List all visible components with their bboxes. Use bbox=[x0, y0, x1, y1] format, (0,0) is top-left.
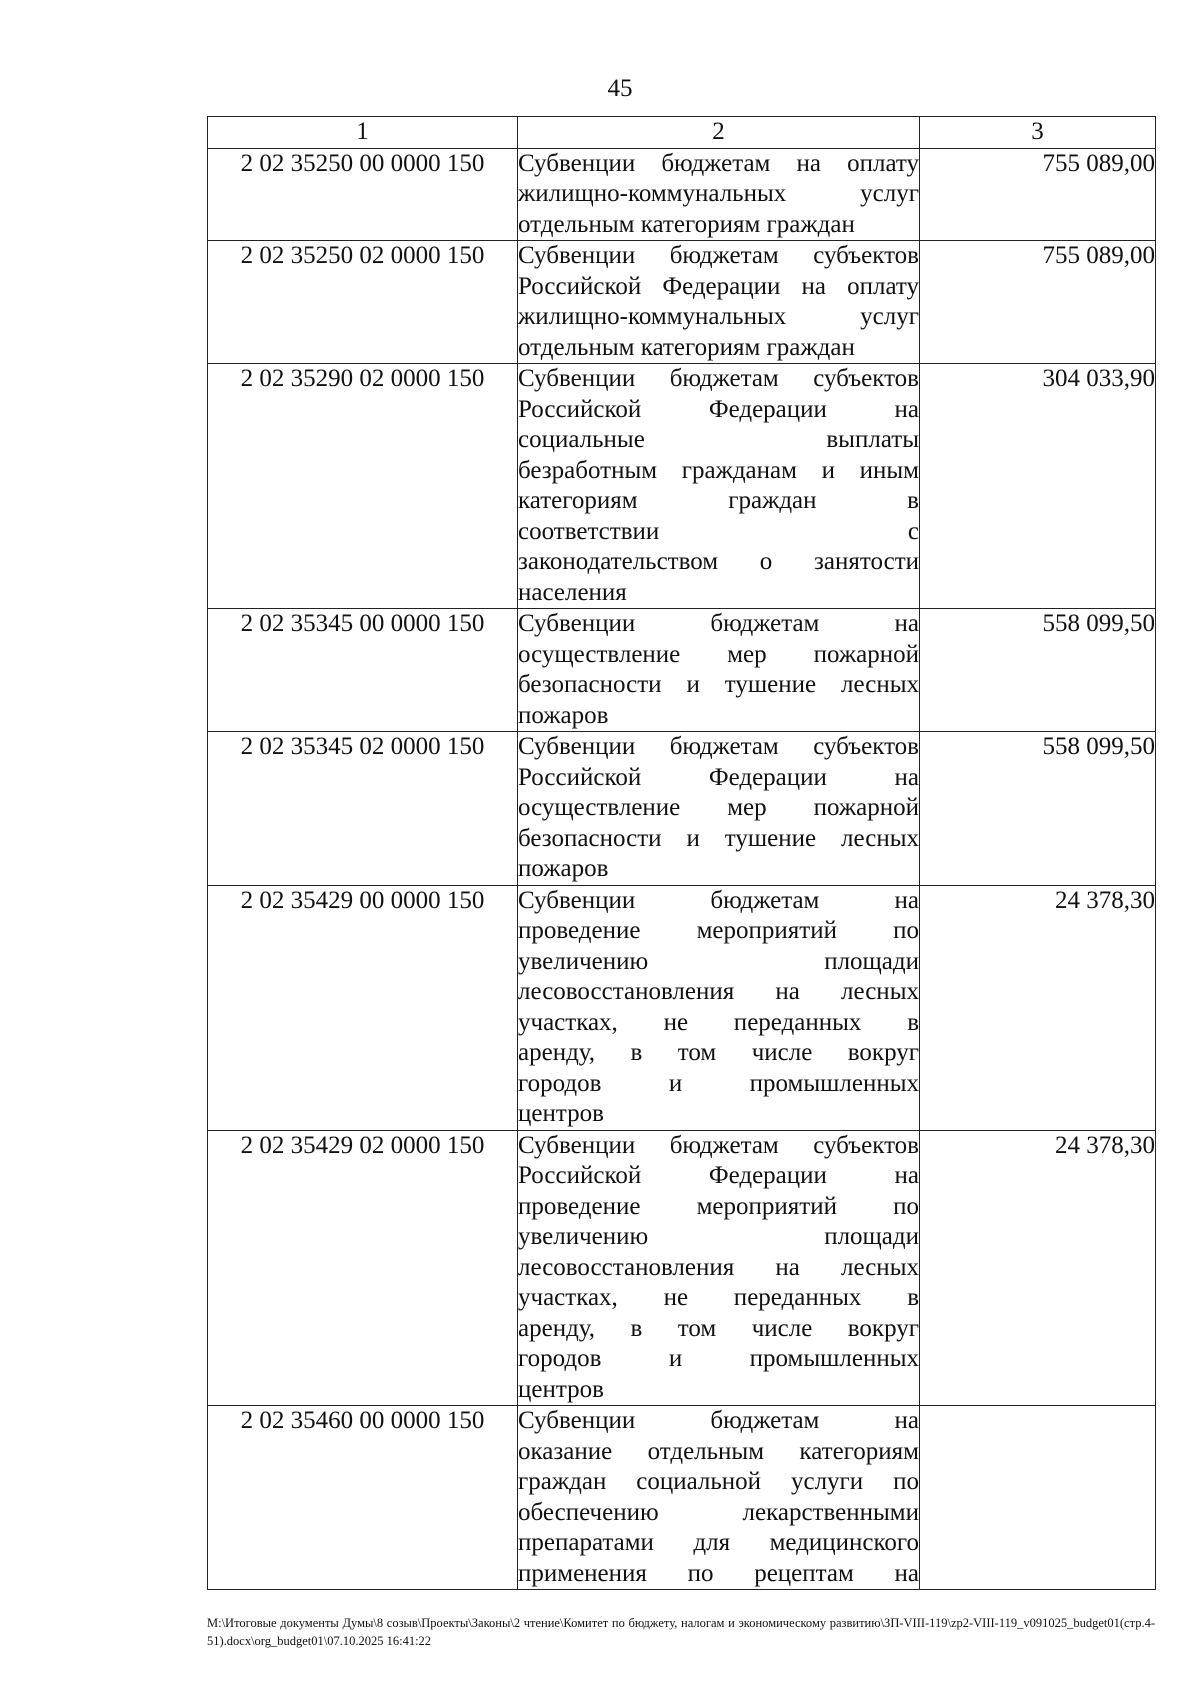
income-code-cell: 2 02 35460 00 0000 150 bbox=[208, 1406, 518, 1590]
income-name-line: проведение мероприятий по bbox=[518, 1192, 919, 1220]
income-name-line: увеличению площади bbox=[518, 1223, 919, 1250]
income-name-line: жилищно-коммунальных услуг bbox=[518, 180, 919, 207]
income-code-cell: 2 02 35429 02 0000 150 bbox=[208, 1130, 518, 1406]
income-name-line: Российской Федерации на оплату bbox=[518, 272, 919, 300]
income-name-line: отдельным категориям граждан bbox=[518, 210, 855, 238]
income-name-line: безработным гражданам и иным bbox=[518, 456, 919, 484]
income-name-line: граждан социальной услуги по bbox=[518, 1468, 919, 1495]
table-row bbox=[208, 241, 1156, 364]
table-row bbox=[208, 364, 1156, 609]
amount-cell: 304 033,90 bbox=[920, 364, 1156, 609]
table-header-row bbox=[208, 117, 1156, 149]
income-name-line: центров bbox=[518, 1100, 604, 1127]
page-number: 45 bbox=[607, 75, 633, 102]
table-body bbox=[208, 148, 1156, 1590]
income-name-cell bbox=[518, 148, 920, 241]
income-name-line: жилищно-коммунальных услуг bbox=[518, 303, 919, 330]
income-name-line: отдельным категориям граждан bbox=[518, 333, 855, 361]
amount-cell: 755 089,00 bbox=[920, 148, 1156, 241]
income-name-line: применения по рецептам на bbox=[518, 1559, 919, 1587]
column-header-1: 1 bbox=[208, 117, 518, 149]
income-name-line: Российской Федерации на bbox=[518, 395, 919, 423]
income-name-cell bbox=[518, 241, 920, 364]
income-name-line: Субвенции бюджетам на bbox=[518, 610, 919, 637]
income-name-line: аренду, в том числе вокруг bbox=[518, 1314, 919, 1342]
income-name-line: обеспечению лекарственными bbox=[518, 1498, 919, 1526]
income-name-line: Российской Федерации на bbox=[518, 1162, 919, 1189]
income-name-cell bbox=[518, 1406, 920, 1590]
income-name-line: оказание отдельным категориям bbox=[518, 1437, 919, 1465]
income-code-cell: 2 02 35250 02 0000 150 bbox=[208, 241, 518, 364]
income-name-line: препаратами для медицинского bbox=[518, 1529, 919, 1556]
income-name-line: увеличению площади bbox=[518, 947, 919, 975]
amount-cell: 558 099,50 bbox=[920, 732, 1156, 886]
income-name-cell bbox=[518, 609, 920, 732]
income-name-line: социальные выплаты bbox=[518, 426, 919, 453]
income-name-line: лесовосстановления на лесных bbox=[518, 978, 919, 1005]
income-name-cell bbox=[518, 364, 920, 609]
income-name-line: пожаров bbox=[518, 701, 609, 729]
income-code-cell: 2 02 35290 02 0000 150 bbox=[208, 364, 518, 609]
income-name-line: участках, не переданных в bbox=[518, 1284, 919, 1311]
income-name-line: осуществление мер пожарной bbox=[518, 640, 919, 668]
amount-cell: 558 099,50 bbox=[920, 609, 1156, 732]
income-name-line: безопасности и тушение лесных bbox=[518, 671, 919, 698]
budget-table bbox=[207, 116, 1156, 1590]
income-name-cell bbox=[518, 885, 920, 1130]
amount-cell: 24 378,30 bbox=[920, 1130, 1156, 1406]
income-name-line: Субвенции бюджетам субъектов bbox=[518, 1131, 919, 1159]
amount-cell: 755 089,00 bbox=[920, 241, 1156, 364]
income-name-line: Субвенции бюджетам субъектов bbox=[518, 733, 919, 760]
income-name-line: Российской Федерации на bbox=[518, 763, 919, 791]
income-name-line: городов и промышленных bbox=[518, 1069, 919, 1097]
income-name-line: аренду, в том числе вокруг bbox=[518, 1039, 919, 1066]
table-row bbox=[208, 148, 1156, 241]
income-code-cell: 2 02 35345 00 0000 150 bbox=[208, 609, 518, 732]
file-path-footer: M:\Итоговые документы Думы\8 созыв\Проекты\Законы\2 чтение\Комитет по бюджету, налогам и экономическому развитию\ЗП-VIII-119\zp2-VIII-119_v091025_budget01(стр.4-51).docx\org_budget01\07.10.2025 16:41:22 bbox=[207, 1616, 1155, 1648]
income-name-line: лесовосстановления на лесных bbox=[518, 1253, 919, 1281]
income-name-line: участках, не переданных в bbox=[518, 1008, 919, 1036]
income-code-cell: 2 02 35345 02 0000 150 bbox=[208, 732, 518, 886]
income-name-line: Субвенции бюджетам субъектов bbox=[518, 365, 919, 392]
table-row bbox=[208, 609, 1156, 732]
income-code-cell: 2 02 35250 00 0000 150 bbox=[208, 148, 518, 241]
table-row bbox=[208, 1406, 1156, 1590]
income-name-line: осуществление мер пожарной bbox=[518, 794, 919, 821]
income-name-line: законодательством о занятости bbox=[518, 548, 919, 575]
table-row bbox=[208, 732, 1156, 886]
income-name-line: пожаров bbox=[518, 855, 609, 882]
income-name-line: Субвенции бюджетам на оплату bbox=[518, 149, 919, 177]
income-name-line: Субвенции бюджетам на bbox=[518, 1407, 919, 1434]
income-name-line: безопасности и тушение лесных bbox=[518, 824, 919, 852]
income-name-line: центров bbox=[518, 1375, 604, 1403]
amount-cell bbox=[920, 1406, 1156, 1590]
column-header-2: 2 bbox=[518, 117, 920, 149]
column-header-3: 3 bbox=[920, 117, 1156, 149]
income-name-line: населения bbox=[518, 578, 627, 606]
income-name-line: категориям граждан в bbox=[518, 487, 919, 514]
income-name-cell bbox=[518, 1130, 920, 1406]
income-name-line: соответствии с bbox=[518, 517, 919, 545]
income-name-line: Субвенции бюджетам субъектов bbox=[518, 242, 919, 269]
income-name-line: Субвенции бюджетам на bbox=[518, 886, 919, 914]
income-code-cell: 2 02 35429 00 0000 150 bbox=[208, 885, 518, 1130]
table-row bbox=[208, 885, 1156, 1130]
table-row bbox=[208, 1130, 1156, 1406]
income-name-line: городов и промышленных bbox=[518, 1345, 919, 1372]
income-name-line: проведение мероприятий по bbox=[518, 917, 919, 944]
amount-cell: 24 378,30 bbox=[920, 885, 1156, 1130]
income-name-cell bbox=[518, 732, 920, 886]
